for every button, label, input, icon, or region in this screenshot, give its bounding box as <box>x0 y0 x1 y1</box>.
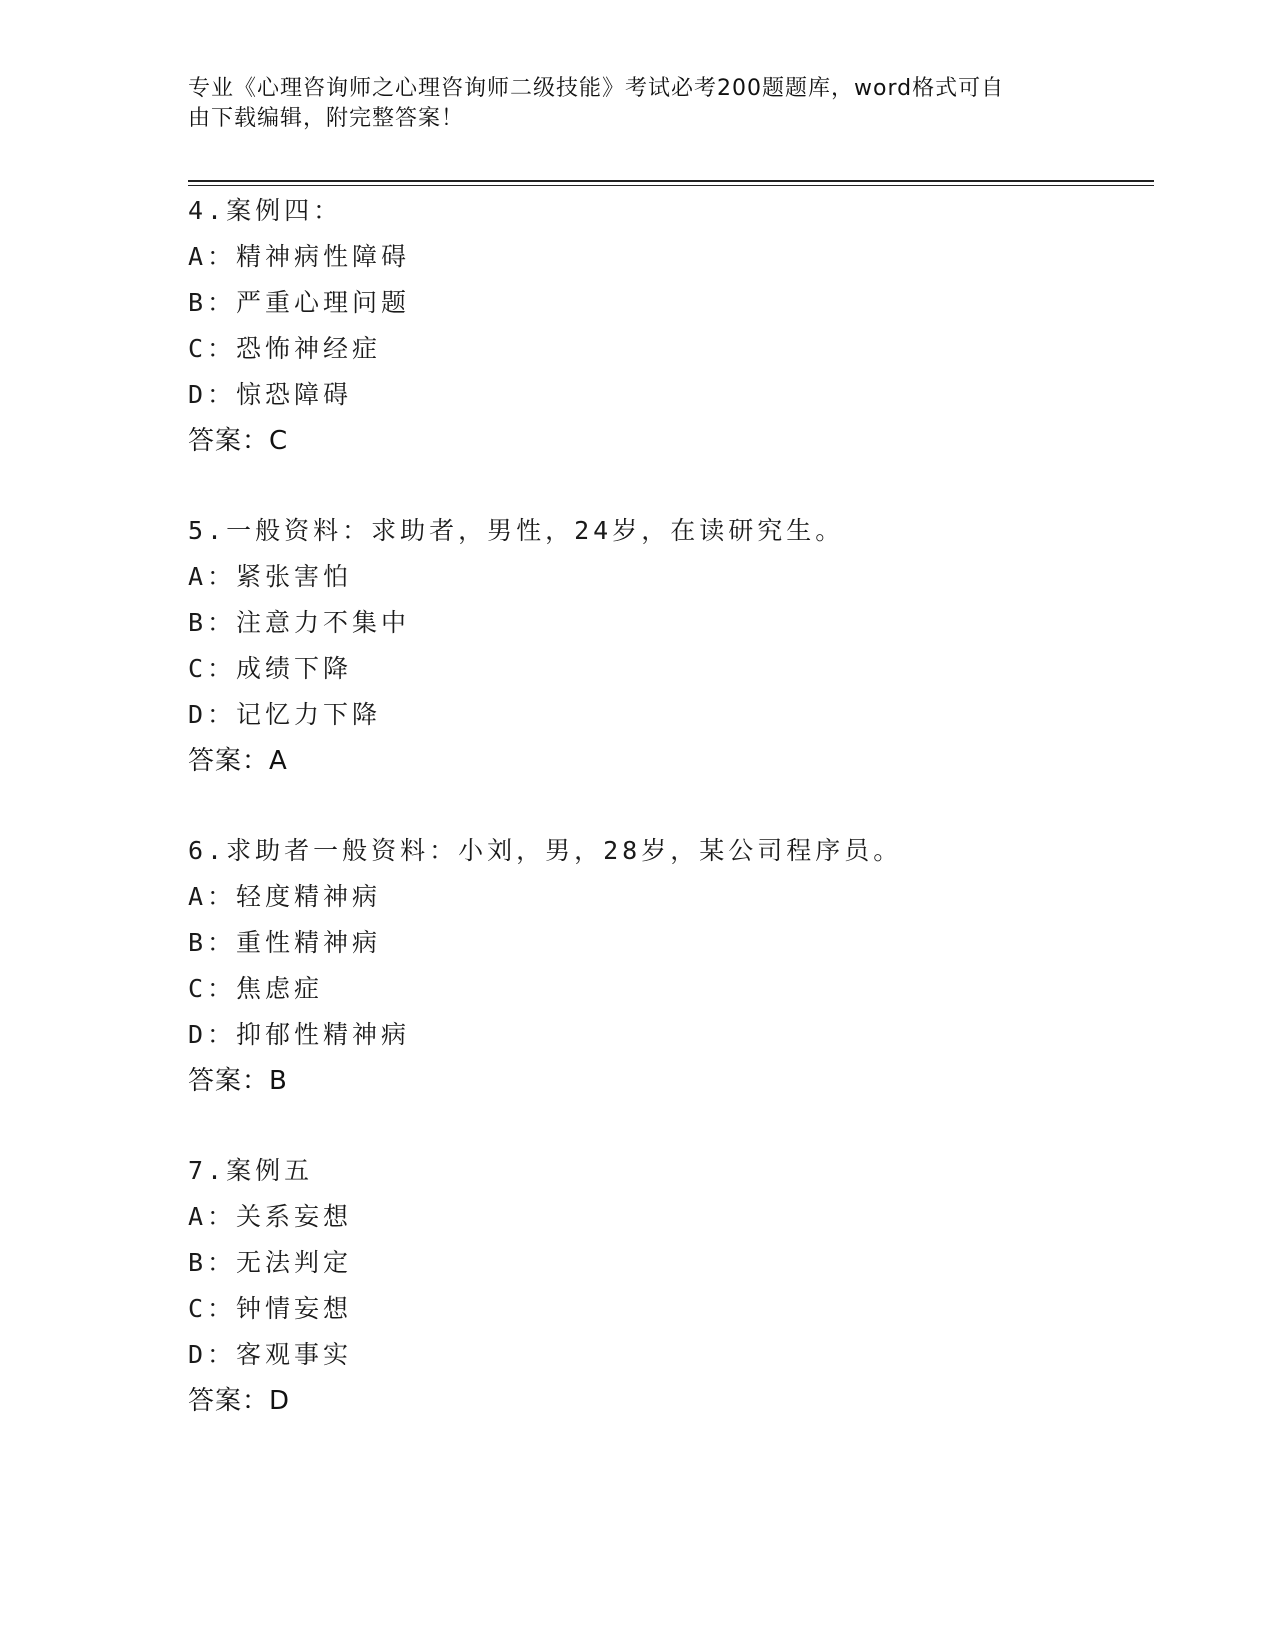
option-a: A：关系妄想 <box>188 1202 353 1231</box>
question-7 <box>188 1148 1148 1424</box>
option-c: C：焦虑症 <box>188 974 324 1003</box>
answer-line: 答案：B <box>188 1066 288 1096</box>
option-b: B：重性精神病 <box>188 928 382 957</box>
header-divider-thick <box>188 180 1154 182</box>
option-c: C：成绩下降 <box>188 654 353 683</box>
question-list <box>188 188 1148 1424</box>
header-divider-thin <box>188 185 1154 186</box>
option-d: D：抑郁性精神病 <box>188 1020 411 1049</box>
option-a: A：轻度精神病 <box>188 882 382 911</box>
option-b: B：注意力不集中 <box>188 608 411 637</box>
question-6 <box>188 828 1148 1104</box>
question-stem: 7.案例五 <box>188 1156 314 1185</box>
document-header <box>188 74 1068 134</box>
question-stem: 4.案例四： <box>188 196 343 225</box>
header-line-1: 专业《心理咨询师之心理咨询师二级技能》考试必考200题题库，word格式可自 <box>188 76 1005 101</box>
option-a: A：精神病性障碍 <box>188 242 411 271</box>
question-5 <box>188 508 1148 784</box>
option-d: D：惊恐障碍 <box>188 380 353 409</box>
option-d: D：记忆力下降 <box>188 700 382 729</box>
question-stem: 6.求助者一般资料：小刘，男，28岁，某公司程序员。 <box>188 836 903 865</box>
answer-line: 答案：D <box>188 1386 291 1416</box>
answer-line: 答案：C <box>188 426 289 456</box>
question-4 <box>188 188 1148 464</box>
question-spacer <box>188 464 1148 508</box>
option-c: C：恐怖神经症 <box>188 334 382 363</box>
question-stem: 5.一般资料：求助者，男性，24岁，在读研究生。 <box>188 516 845 545</box>
option-d: D：客观事实 <box>188 1340 353 1369</box>
question-spacer <box>188 784 1148 828</box>
option-b: B：无法判定 <box>188 1248 353 1277</box>
option-a: A：紧张害怕 <box>188 562 353 591</box>
option-c: C：钟情妄想 <box>188 1294 353 1323</box>
question-spacer <box>188 1104 1148 1148</box>
option-b: B：严重心理问题 <box>188 288 411 317</box>
header-line-2: 由下载编辑，附完整答案！ <box>188 106 465 131</box>
answer-line: 答案：A <box>188 746 288 776</box>
